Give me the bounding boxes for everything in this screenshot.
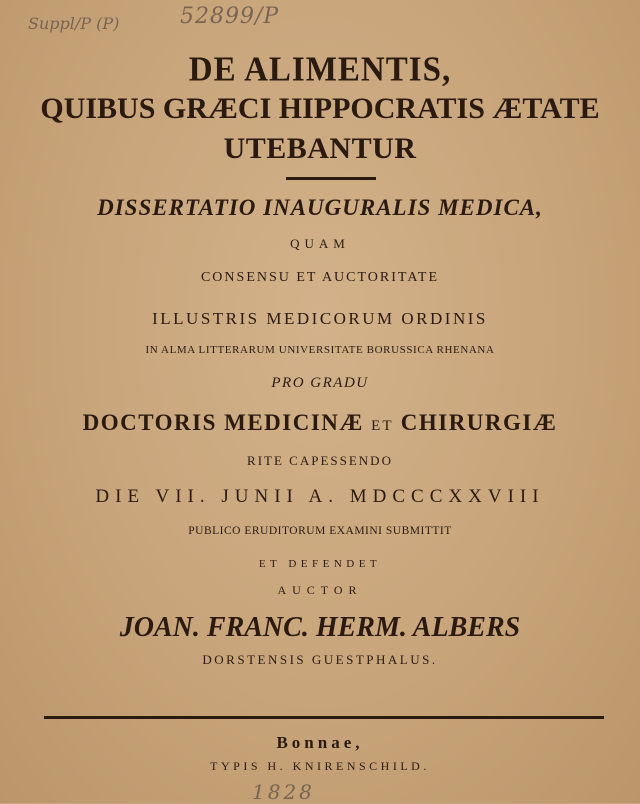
title-divider	[286, 177, 376, 180]
rite-line: RITE CAPESSENDO	[247, 453, 393, 468]
degree-conjunction: ET	[371, 418, 394, 434]
title-line-1: DE ALIMENTIS,	[188, 51, 452, 89]
quam-line: QUAM	[290, 236, 350, 251]
degree-medicine: DOCTORIS MEDICINÆ	[82, 410, 364, 435]
handwritten-note: Suppl/P (P)	[28, 14, 120, 33]
degree-line	[0, 410, 640, 436]
imprint-divider	[44, 716, 604, 719]
imprint-printer: TYPIS H. KNIRENSCHILD.	[210, 759, 430, 773]
imprint-place: Bonnae,	[276, 733, 364, 752]
author-name: JOAN. FRANC. HERM. ALBERS	[119, 612, 521, 643]
date-line: DIE VII. JUNII A. MDCCCXXVIII	[95, 486, 545, 507]
pro-gradu-line: PRO GRADU	[271, 375, 369, 391]
title-line-2: QUIBUS GRÆCI HIPPOCRATIS ÆTATE	[40, 92, 600, 125]
defendet-line: ET DEFENDET	[258, 558, 382, 570]
handwritten-shelfmark: 52899/P	[180, 4, 280, 29]
consensu-line: CONSENSU ET AUCTORITATE	[200, 270, 440, 285]
title-line-3: UTEBANTUR	[223, 132, 417, 165]
dissertation-type: DISSERTATIO INAUGURALIS MEDICA,	[97, 195, 543, 220]
university-line: IN ALMA LITTERARUM UNIVERSITATE BORUSSICA RHENANA	[145, 344, 495, 356]
author-origin: DORSTENSIS GUESTPHALUS.	[202, 652, 438, 667]
handwritten-year: 1828	[252, 780, 315, 804]
illustris-line: ILLUSTRIS MEDICORUM ORDINIS	[152, 309, 488, 328]
publico-line: PUBLICO ERUDITORUM EXAMINI SUBMITTIT	[188, 525, 452, 537]
auctor-line: AUCTOR	[277, 583, 363, 597]
degree-surgery: CHIRURGIÆ	[400, 410, 558, 435]
